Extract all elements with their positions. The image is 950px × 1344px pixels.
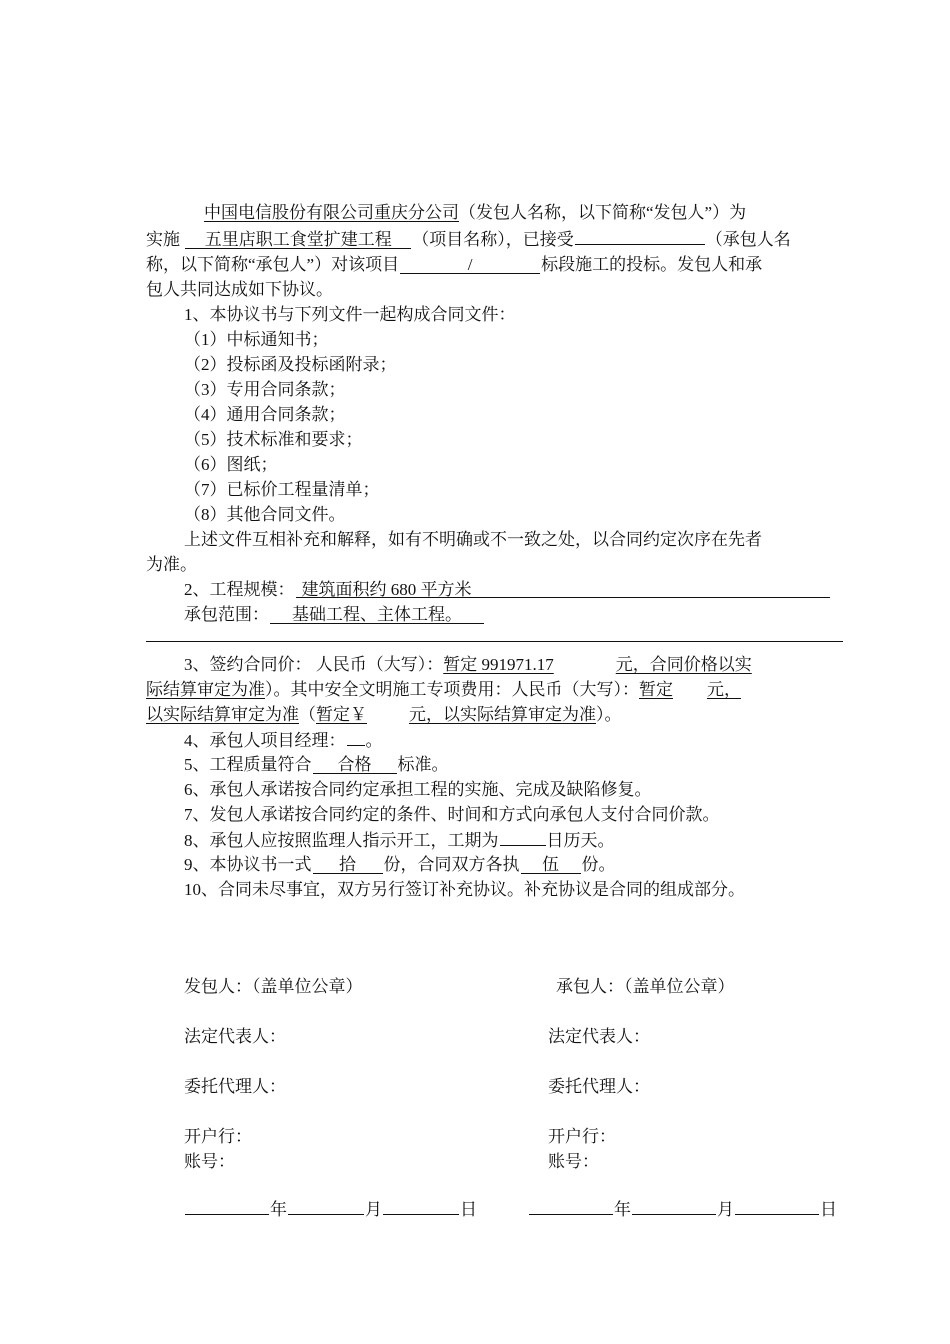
clause3-line2 <box>146 679 741 701</box>
copies-mid: 份，合同双方各执 <box>383 855 520 874</box>
price-suffix: 元，合同价格以实 <box>615 655 752 674</box>
quality-suffix: 标准。 <box>397 755 449 774</box>
safety-fee-field <box>639 680 741 699</box>
paren-close: ）。 <box>596 705 622 724</box>
year-blank <box>185 1198 269 1215</box>
employer-bank: 开户行： <box>184 1127 252 1146</box>
copies-each: 伍 <box>542 855 559 874</box>
clause4-suffix: 。 <box>365 731 383 750</box>
copies-label: 9、本协议书一式 <box>184 855 312 874</box>
safety-amount-basis: 元，以实际结算审定为准 <box>409 705 596 724</box>
month-label: 月 <box>717 1200 734 1219</box>
clause1-item: （8）其他合同文件。 <box>184 505 346 524</box>
contractor-legal-rep: 法定代表人： <box>548 1027 650 1046</box>
paren-open: （ <box>299 705 316 724</box>
day-blank <box>383 1198 459 1215</box>
employer-agent: 委托代理人： <box>184 1077 286 1096</box>
copies-total-field <box>313 857 383 874</box>
intro-line-4: 包人共同达成如下协议。 <box>146 280 333 299</box>
clause1-note-line2: 为准。 <box>146 555 197 574</box>
quality-field <box>313 757 397 774</box>
project-name: 五里店职工食堂扩建工程 <box>204 230 392 249</box>
scale-value: 建筑面积约 680 平方米 <box>301 580 472 599</box>
contract-price-field <box>443 655 752 674</box>
clause1-item: （5）技术标准和要求； <box>184 430 363 449</box>
scope-label: 承包范围： <box>184 605 269 624</box>
clause1-item: （1）中标通知书； <box>184 330 329 349</box>
safety-fee-unit: 元， <box>707 680 741 699</box>
clause1-heading: 1、本协议书与下列文件一起构成合同文件： <box>184 305 516 324</box>
clause1-item: （3）专用合同条款； <box>184 380 346 399</box>
clause5 <box>184 754 449 776</box>
quality-label: 5、工程质量符合 <box>184 755 312 774</box>
safety-fee-value: 暂定 <box>639 680 673 699</box>
safety-fee-label: ）。其中安全文明施工专项费用：人民币（大写）： <box>265 680 639 699</box>
clause1-item: （4）通用合同条款； <box>184 405 346 424</box>
scope-continuation-line <box>146 641 843 642</box>
copies-each-field <box>521 857 581 874</box>
intro-line2-suffix: （承包人名 <box>705 230 791 249</box>
duration-suffix: 日历天。 <box>546 831 615 850</box>
duration-blank <box>500 829 546 846</box>
duration-label: 8、承包人应按照监理人指示开工，工期为 <box>184 831 499 850</box>
copies-suffix: 份。 <box>581 855 616 874</box>
price-basis-text: 际结算审定为准 <box>146 680 265 699</box>
section-field <box>400 257 540 274</box>
safety-basis-text: 以实际结算审定为准 <box>146 705 299 724</box>
clause7: 7、发包人承诺按合同约定的条件、时间和方式向承包人支付合同价款。 <box>184 805 720 824</box>
intro-line3-suffix: 标段施工的投标。发包人和承 <box>541 255 763 274</box>
manager-blank <box>347 729 365 746</box>
copies-total: 拾 <box>339 855 356 874</box>
safety-amount-value: 暂定￥ <box>316 705 367 724</box>
employer-seal-label: 发包人：（盖单位公章） <box>184 977 363 996</box>
safety-amount-field <box>316 705 596 724</box>
clause1-item: （2）投标函及投标函附录； <box>184 355 397 374</box>
scale-label: 2、工程规模： <box>184 580 295 599</box>
intro-line2-mid: （项目名称），已接受 <box>412 230 574 249</box>
manager-label: 4、承包人项目经理： <box>184 731 346 750</box>
contract-price-label: 3、签约合同价： <box>184 655 312 674</box>
intro-line-3 <box>146 254 762 276</box>
clause6: 6、承包人承诺按合同约定承担工程的实施、完成及缺陷修复。 <box>184 780 652 799</box>
rmb-label: 人民币（大写）： <box>315 655 444 674</box>
intro-line-1 <box>204 202 746 224</box>
contract-price-value: 暂定 991971.17 <box>443 655 554 674</box>
contractor-date <box>528 1198 837 1221</box>
employer-date <box>184 1198 477 1221</box>
project-name-field <box>185 232 411 249</box>
clause4 <box>184 729 383 752</box>
scope-value: 基础工程、主体工程。 <box>292 605 462 624</box>
quality-value: 合格 <box>337 755 372 774</box>
contractor-bank: 开户行： <box>548 1127 616 1146</box>
contractor-seal-label: 承包人：（盖单位公章） <box>556 977 735 996</box>
clause2-scale <box>184 579 831 601</box>
clause1-item: （7）已标价工程量清单； <box>184 480 380 499</box>
clause3-line3 <box>146 704 622 726</box>
intro-line-2 <box>146 228 791 251</box>
intro-line3-prefix: 称，以下简称“承包人”）对该项目 <box>146 255 400 274</box>
month-blank <box>288 1198 364 1215</box>
day-blank <box>735 1198 819 1215</box>
year-label: 年 <box>614 1200 631 1219</box>
scope-field <box>270 607 484 624</box>
intro-line2-prefix: 实施 <box>146 230 180 249</box>
clause9 <box>184 854 616 876</box>
month-label: 月 <box>365 1200 382 1219</box>
month-blank <box>632 1198 716 1215</box>
section-value: / <box>467 255 473 274</box>
contractor-name-blank <box>575 228 705 245</box>
intro-after-employer: （发包人名称，以下简称“发包人”）为 <box>459 203 747 222</box>
clause1-note-line1: 上述文件互相补充和解释，如有不明确或不一致之处，以合同约定次序在先者 <box>184 530 762 549</box>
clause8 <box>184 829 615 852</box>
clause3-line1 <box>184 654 752 676</box>
year-label: 年 <box>270 1200 287 1219</box>
contractor-agent: 委托代理人： <box>548 1077 650 1096</box>
clause2-scope <box>184 604 485 626</box>
contractor-account: 账号： <box>548 1152 599 1171</box>
clause1-item: （6）图纸； <box>184 455 278 474</box>
scale-field <box>296 582 830 598</box>
employer-account: 账号： <box>184 1152 235 1171</box>
year-blank <box>529 1198 613 1215</box>
clause10: 10、合同未尽事宜，双方另行签订补充协议。补充协议是合同的组成部分。 <box>184 880 745 899</box>
employer-name: 中国电信股份有限公司重庆分公司 <box>204 203 459 222</box>
employer-legal-rep: 法定代表人： <box>184 1027 286 1046</box>
day-label: 日 <box>460 1200 477 1219</box>
day-label: 日 <box>820 1200 837 1219</box>
